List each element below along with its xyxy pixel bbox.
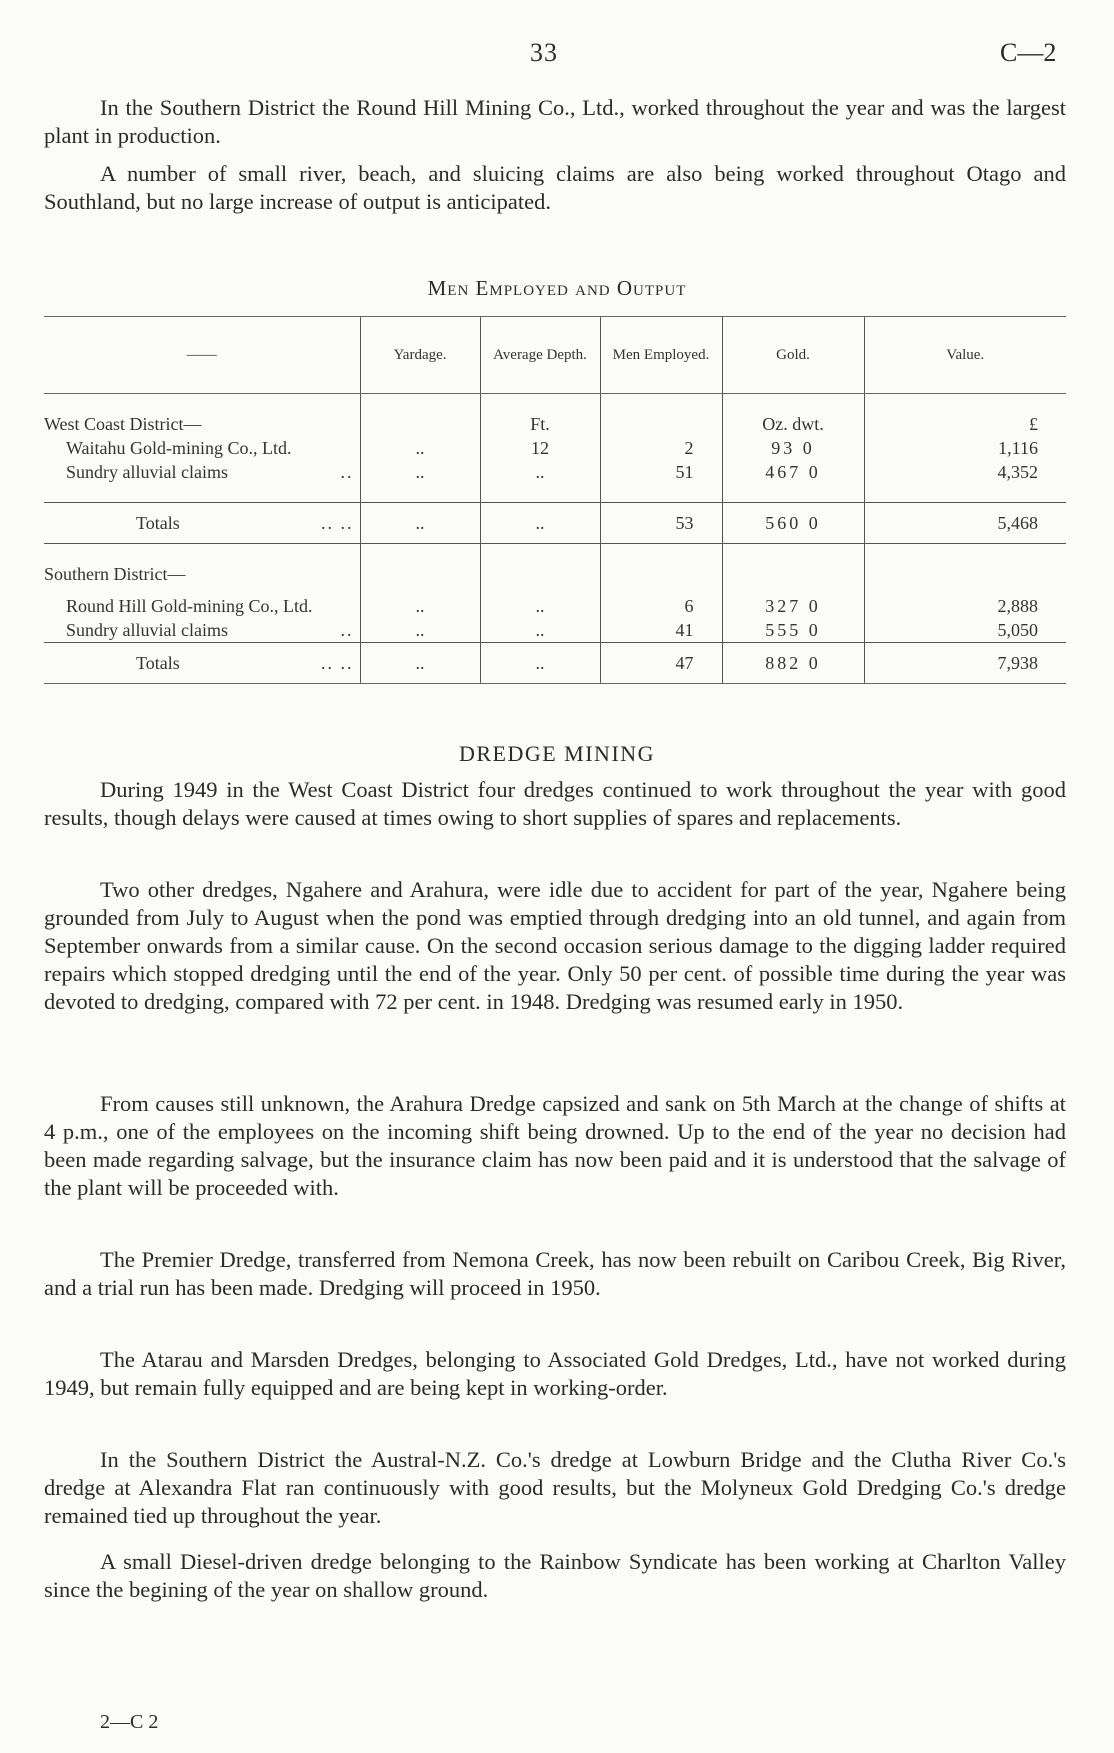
cell-depth: 12 [480, 436, 600, 460]
table-row [44, 436, 1066, 460]
col-header-men: Men Employed. [600, 317, 722, 394]
paragraph: A small Diesel-driven dredge belonging to the Rainbow Syndicate has been working at Charlton Valley since the begining of the year on shallow ground. [44, 1549, 1066, 1602]
cell-depth: .. [480, 503, 600, 544]
cell-men: 2 [600, 436, 722, 460]
table-title: Men Employed and Output [427, 276, 687, 300]
cell-men: 47 [600, 643, 722, 684]
table-row [44, 594, 1066, 618]
unit-depth: Ft. [480, 412, 600, 436]
paragraph: The Atarau and Marsden Dredges, belonging to Associated Gold Dredges, Ltd., have not worked during 1949, but remain fully equipped and are being kept in working-order. [44, 1347, 1066, 1400]
cell-value: 5,468 [864, 503, 1066, 544]
group-heading: West Coast District— [44, 414, 202, 434]
paragraph: A number of small river, beach, and sluicing claims are also being worked throughout Otago and Southland, but no large increase of output is anticipated. [44, 161, 1066, 214]
paragraph: In the Southern District the Austral-N.Z. Co.'s dredge at Lowburn Bridge and the Clutha River Co.'s dredge at Alexandra Flat ran continuously with good results, but the Molyneux Gold Dredging Co.'s dredge remained tied up throughout the year. [44, 1447, 1066, 1528]
cell-yardage: .. [360, 460, 480, 484]
paragraph: The Premier Dredge, transferred from Nemona Creek, has now been rebuilt on Caribou Creek, Big River, and a trial run has been made. Dredging will proceed in 1950. [44, 1247, 1066, 1300]
table-row [44, 618, 1066, 643]
group-heading: Southern District— [44, 544, 360, 595]
totals-label: Totals [136, 513, 180, 533]
col-header-yardage: Yardage. [360, 317, 480, 394]
cell-value: 1,116 [864, 436, 1066, 460]
col-header-label: —— [44, 317, 360, 394]
table-row [44, 544, 1066, 595]
leader-dots: .. .. [321, 653, 354, 673]
unit-value: £ [864, 412, 1066, 436]
col-header-gold: Gold. [722, 317, 864, 394]
page-footer-signature: 2—C 2 [100, 1711, 159, 1733]
cell-value: 5,050 [864, 618, 1066, 643]
cell-value: 7,938 [864, 643, 1066, 684]
cell-men: 41 [600, 618, 722, 643]
cell-men: 51 [600, 460, 722, 484]
cell-gold: 560 0 [722, 503, 864, 544]
leader-dots: .. [340, 462, 354, 482]
cell-value: 2,888 [864, 594, 1066, 618]
row-label: Sundry alluvial claims [66, 620, 228, 640]
totals-label: Totals [136, 653, 180, 673]
document-reference: C—2 [1000, 38, 1057, 67]
cell-yardage: .. [360, 643, 480, 684]
cell-depth: .. [480, 460, 600, 484]
cell-yardage: .. [360, 618, 480, 643]
cell-yardage: .. [360, 503, 480, 544]
unit-gold: Oz. dwt. [722, 412, 864, 436]
col-header-value: Value. [864, 317, 1066, 394]
men-employed-output-table [44, 316, 1066, 684]
totals-row [44, 643, 1066, 684]
cell-gold: 93 0 [722, 436, 864, 460]
paragraph: From causes still unknown, the Arahura Dredge capsized and sank on 5th March at the change of shifts at 4 p.m., one of the employees on the incoming shift being drowned. Up to the end of the year no decision had been made regarding salvage, but the insurance claim has now been paid and it is understood that the salvage of the plant will be proceeded with. [44, 1091, 1066, 1200]
cell-yardage: .. [360, 594, 480, 618]
cell-yardage: .. [360, 436, 480, 460]
leader-dots: .. .. [321, 513, 354, 533]
cell-depth: .. [480, 643, 600, 684]
table-header-row [44, 317, 1066, 394]
cell-gold: 882 0 [722, 643, 864, 684]
cell-gold: 555 0 [722, 618, 864, 643]
paragraph: In the Southern District the Round Hill Mining Co., Ltd., worked throughout the year and was the largest plant in production. [44, 95, 1066, 148]
cell-gold: 467 0 [722, 460, 864, 484]
cell-men: 53 [600, 503, 722, 544]
paragraph: Two other dredges, Ngahere and Arahura, were idle due to accident for part of the year, Ngahere being grounded from July to August when the pond was emptied through dredging into an old tunnel, and again from September onwards from a similar cause. On the second occasion serious damage to the digging ladder required repairs which stopped dredging until the end of the year. Only 50 per cent. of possible time during the year was devoted to dredging, compared with 72 per cent. in 1948. Dredging was resumed early in 1950. [44, 877, 1066, 1014]
totals-row [44, 503, 1066, 544]
row-label: Sundry alluvial claims [66, 462, 228, 482]
row-label: Round Hill Gold-mining Co., Ltd. [66, 596, 313, 616]
row-label: Waitahu Gold-mining Co., Ltd. [66, 438, 292, 458]
col-header-depth: Average Depth. [480, 317, 600, 394]
section-heading: DREDGE MINING [458, 741, 656, 766]
leader-dots: .. [340, 620, 354, 640]
cell-depth: .. [480, 594, 600, 618]
cell-gold: 327 0 [722, 594, 864, 618]
table-row [44, 412, 1066, 436]
table-row [44, 460, 1066, 484]
cell-depth: .. [480, 618, 600, 643]
cell-value: 4,352 [864, 460, 1066, 484]
cell-men: 6 [600, 594, 722, 618]
page-number: 33 [530, 38, 558, 67]
paragraph: During 1949 in the West Coast District four dredges continued to work throughout the year with good results, though delays were caused at times owing to short supplies of spares and replacements. [44, 777, 1066, 830]
